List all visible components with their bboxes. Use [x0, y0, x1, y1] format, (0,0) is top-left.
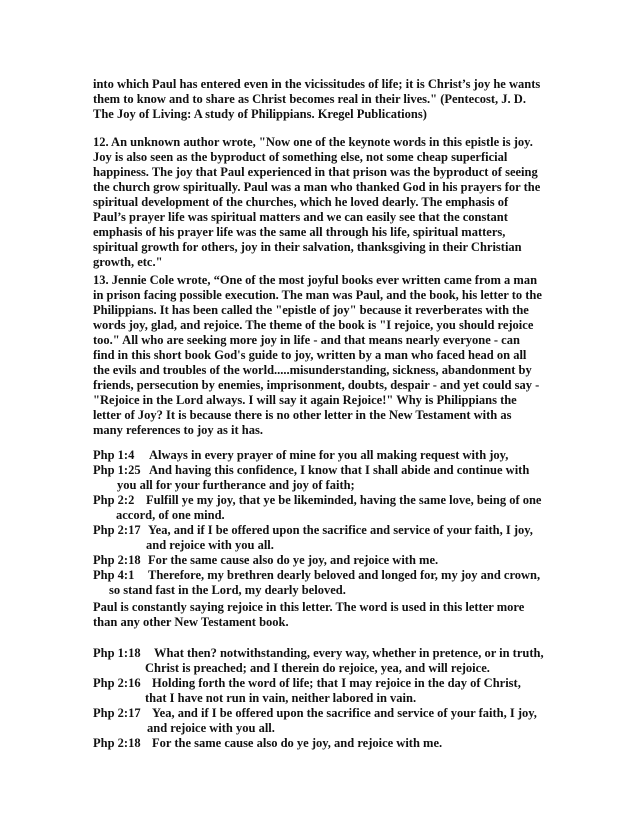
paragraph-item-13 — [93, 273, 563, 438]
text-line: in prison facing possible execution. The man was Paul, and the book, his letter to the — [93, 288, 542, 302]
text-line: Paul’s prayer life was spiritual matters and we can easily see that the constant — [93, 210, 508, 224]
text-line: find in this short book God's guide to joy, written by a man who faced head on all — [93, 348, 527, 362]
verse-reference: Php 2:17 — [93, 706, 141, 720]
verse-text-continued: you all for your furtherance and joy of faith; — [117, 478, 355, 492]
text-line: Joy is also seen as the byproduct of something else, not some cheap superficial — [93, 150, 508, 164]
text-line: than any other New Testament book. — [93, 615, 289, 629]
text-line: growth, etc." — [93, 255, 163, 269]
verse-text-continued: and rejoice with you all. — [146, 538, 274, 552]
verse-text-continued: that I have not run in vain, neither labored in vain. — [145, 691, 417, 705]
verse-entry — [93, 493, 573, 523]
text-line: 12. An unknown author wrote, "Now one of the keynote words in this epistle is joy. — [93, 135, 533, 149]
text-line: happiness. The joy that Paul experienced in that prison was the byproduct of seeing — [93, 165, 538, 179]
text-line: letter of Joy? It is because there is no other letter in the New Testament with as — [93, 408, 512, 422]
text-line: the evils and troubles of the world.....misunderstanding, sickness, abandonment by — [93, 363, 532, 377]
verse-text-continued: accord, of one mind. — [116, 508, 225, 522]
text-line: Philippians. It has been called the "epistle of joy" because it reverberates with the — [93, 303, 529, 317]
verse-entry — [93, 568, 573, 598]
verse-text: And having this confidence, I know that I shall abide and continue with — [149, 463, 530, 477]
paragraph-item-12 — [93, 135, 563, 270]
verse-entry — [93, 553, 573, 568]
verse-text-continued: and rejoice with you all. — [147, 721, 275, 735]
verse-text: Holding forth the word of life; that I may rejoice in the day of Christ, — [152, 676, 521, 690]
verse-entry — [93, 463, 573, 493]
verse-reference: Php 2:17 — [93, 523, 141, 537]
text-line: emphasis of his prayer life was the same all through his life, spiritual matters, — [93, 225, 506, 239]
verse-text: Fulfill ye my joy, that ye be likeminded, having the same love, being of one — [146, 493, 542, 507]
verse-text: Therefore, my brethren dearly beloved and longed for, my joy and crown, — [148, 568, 541, 582]
text-line: 13. Jennie Cole wrote, “One of the most joyful books ever written came from a man — [93, 273, 538, 287]
verse-reference: Php 2:16 — [93, 676, 141, 690]
verse-text-continued: so stand fast in the Lord, my dearly beloved. — [109, 583, 346, 597]
verse-reference: Php 2:18 — [93, 553, 141, 567]
text-line: into which Paul has entered even in the vicissitudes of life; it is Christ’s joy he wants — [93, 77, 541, 91]
verse-entry — [93, 448, 573, 463]
text-line: the church grow spiritually. Paul was a man who thanked God in his prayers for the — [93, 180, 541, 194]
verse-reference: Php 2:18 — [93, 736, 141, 750]
text-line: friends, persecution by enemies, imprisonment, doubts, despair - and yet could say - — [93, 378, 540, 392]
verse-text: Yea, and if I be offered upon the sacrifice and service of your faith, I joy, — [152, 706, 537, 720]
text-line: The Joy of Living: A study of Philippians. Kregel Publications) — [93, 107, 427, 121]
verse-reference: Php 1:18 — [93, 646, 141, 660]
text-line: words joy, glad, and rejoice. The theme of the book is "I rejoice, you should rejoice — [93, 318, 534, 332]
text-line: spiritual development of the churches, which he loved dearly. The emphasis of — [93, 195, 509, 209]
verse-entry — [93, 676, 573, 706]
verse-entry — [93, 706, 573, 736]
text-line: them to know and to share as Christ becomes real in their lives." (Pentecost, J. D. — [93, 92, 526, 106]
verse-text: Yea, and if I be offered upon the sacrifice and service of your faith, I joy, — [148, 523, 533, 537]
verse-entry — [93, 523, 573, 553]
verse-reference: Php 1:25 — [93, 463, 141, 477]
text-line: spiritual growth for others, joy in their salvation, thanksgiving in their Christian — [93, 240, 522, 254]
verse-text: For the same cause also do ye joy, and rejoice with me. — [152, 736, 443, 750]
text-line: "Rejoice in the Lord always. I will say it again Rejoice!" Why is Philippians the — [93, 393, 517, 407]
verse-list-rejoice — [93, 646, 573, 751]
text-line: many references to joy as it has. — [93, 423, 263, 437]
paragraph-pentecost-quote — [93, 77, 563, 122]
verse-text-continued: Christ is preached; and I therein do rejoice, yea, and will rejoice. — [145, 661, 490, 675]
verse-reference: Php 2:2 — [93, 493, 135, 507]
paragraph-rejoice-note — [93, 600, 563, 630]
verse-text: Always in every prayer of mine for you all making request with joy, — [149, 448, 509, 462]
text-line: Paul is constantly saying rejoice in this letter. The word is used in this letter more — [93, 600, 525, 614]
verse-list-joy — [93, 448, 573, 598]
verse-entry — [93, 646, 573, 676]
verse-reference: Php 1:4 — [93, 448, 135, 462]
verse-text: What then? notwithstanding, every way, whether in pretence, or in truth, — [154, 646, 544, 660]
verse-entry — [93, 736, 573, 751]
verse-reference: Php 4:1 — [93, 568, 135, 582]
verse-text: For the same cause also do ye joy, and rejoice with me. — [148, 553, 439, 567]
text-line: too." All who are seeking more joy in life - and that means nearly everyone - can — [93, 333, 520, 347]
